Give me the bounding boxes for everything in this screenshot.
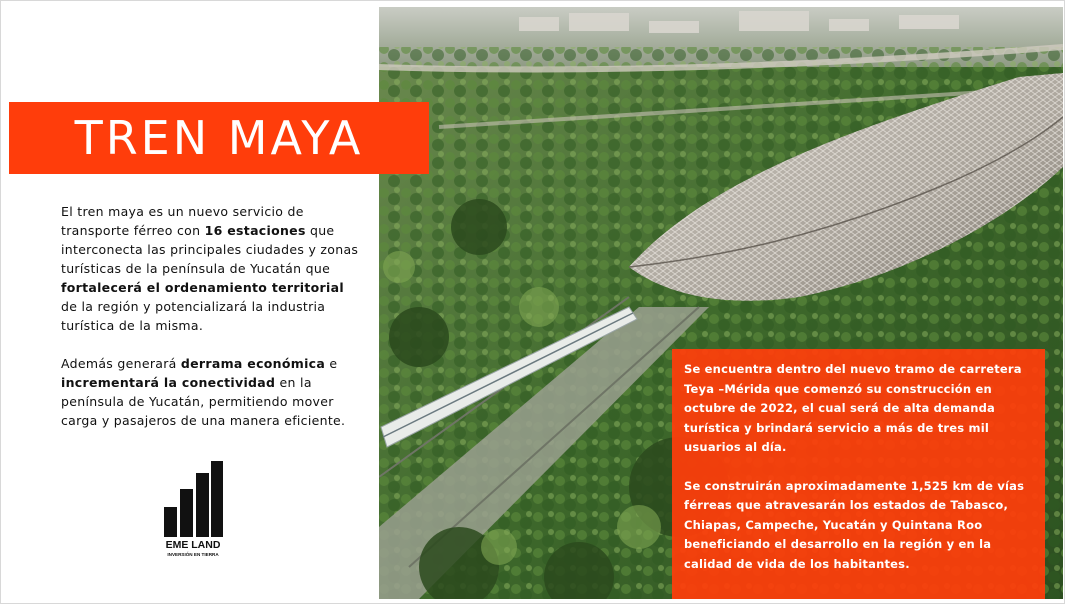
info-paragraph-1: Se encuentra dentro del nuevo tramo de carretera Teya –Mérida que comenzó su construcción en octubre de 2022, el cual será de alta demanda turística y brindará servicio a más de tres mil usuarios al día. [684, 362, 1022, 454]
emphasis-text: derrama económica [180, 356, 326, 371]
emphasis-text: 16 estaciones [204, 223, 306, 238]
paragraph-text: Además generará [61, 356, 181, 371]
paragraph-text: de la región y potencializará la industria turística de la misma. [61, 299, 326, 333]
logo-wordmark: EME LAND [165, 539, 221, 551]
info-panel [672, 349, 1045, 599]
eme-land-logo [161, 459, 225, 563]
emphasis-text: incrementará la conectividad [61, 375, 276, 390]
info-paragraph-2: Se construirán aproximadamente 1,525 km de vías férreas que atravesarán los estados de Tabasco, Chiapas, Campeche, Yucatán y Quintana Roo beneficiando el desarrollo en la región y en la calidad de vida de los habitantes. [684, 478, 1025, 571]
emphasis-text: fortalecerá el ordenamiento territorial [61, 280, 344, 295]
ascending-bars-icon [161, 459, 225, 539]
title-banner [9, 102, 429, 174]
paragraph-text: El tren maya es un nuevo servicio de transporte férreo con [61, 204, 304, 238]
paragraph-text: e [325, 356, 338, 371]
paragraph-text: que interconecta las principales ciudades y zonas turísticas de la península de Yucatán que [61, 223, 359, 276]
page-title: TREN MAYA [74, 111, 364, 165]
intro-paragraph-1 [61, 202, 361, 335]
intro-paragraph-2 [61, 354, 361, 430]
logo-tagline: INVERSIÓN EN TIERRA [167, 552, 219, 557]
paragraph-text: en la península de Yucatán, permitiendo mover carga y pasajeros de una manera eficiente. [61, 375, 346, 428]
